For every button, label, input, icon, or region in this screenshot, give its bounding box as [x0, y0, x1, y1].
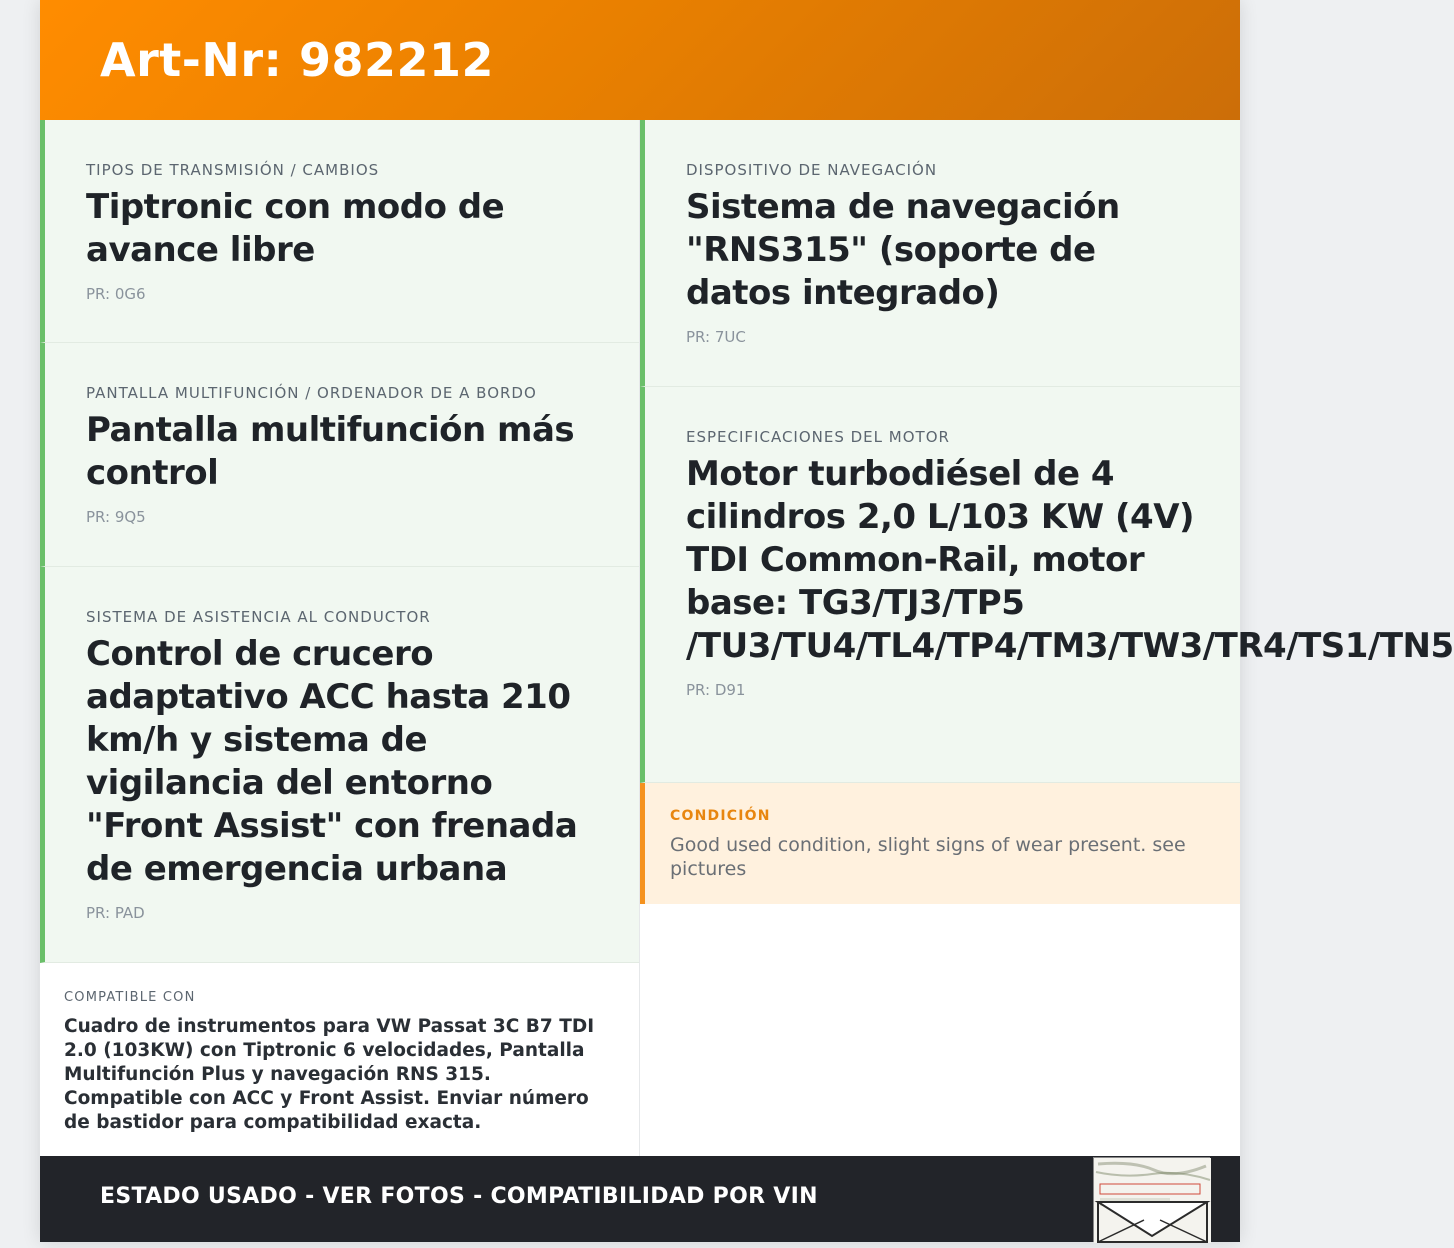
product-sheet — [40, 0, 1454, 1242]
spec-value: Tiptronic con modo de avance libre — [86, 187, 505, 270]
spec-label: DISPOSITIVO DE NAVEGACIÓN — [686, 161, 938, 179]
spec-label: PANTALLA MULTIFUNCIÓN / ORDENADOR DE A BORDO — [86, 384, 537, 402]
spec-card-navigation — [640, 120, 1240, 387]
footer-text: ESTADO USADO - VER FOTOS - COMPATIBILIDAD POR VIN — [100, 1184, 818, 1209]
condition-text: Good used condition, slight signs of wear present. see pictures — [670, 834, 1186, 880]
pr-code: PR: 0G6 — [86, 285, 146, 303]
left-column — [40, 120, 640, 1156]
spec-card-driver-assistance — [40, 567, 639, 963]
condition-label: CONDICIÓN — [670, 808, 771, 824]
spec-value: Sistema de navegación "RNS315" (soporte de datos integrado) — [686, 187, 1120, 313]
spec-value: Motor turbodiésel de 4 cilindros 2,0 L/103 KW (4V) TDI Common-Rail, motor base: TG3/TJ3/TP5 /TU3/TU4/TL4/TP4/TM3/TW3/TR4/TS1/TN5 — [686, 454, 1454, 666]
pr-code: PR: PAD — [86, 904, 145, 922]
compatibility-label: COMPATIBLE CON — [64, 990, 196, 1005]
pr-code: PR: D91 — [686, 681, 746, 699]
envelope-icon — [1094, 1158, 1211, 1243]
condition-box — [640, 783, 1240, 904]
article-number-title: Art-Nr: 982212 — [100, 33, 495, 87]
spec-label: SISTEMA DE ASISTENCIA AL CONDUCTOR — [86, 608, 431, 626]
pr-code: PR: 9Q5 — [86, 508, 146, 526]
spec-card-transmission — [40, 120, 639, 343]
spec-value: Control de crucero adaptativo ACC hasta 210 km/h y sistema de vigilancia del entorno "Front Assist" con frenada de emergencia urbana — [86, 634, 578, 889]
spec-value: Pantalla multifunción más control — [86, 410, 575, 493]
header-banner — [40, 0, 1240, 120]
pr-code: PR: 7UC — [686, 328, 746, 346]
envelope-thumbnail-image[interactable] — [1093, 1157, 1210, 1242]
spec-columns — [40, 120, 1454, 1156]
footer-bar — [40, 1156, 1240, 1242]
right-column — [640, 120, 1454, 1156]
spec-card-multifunction-display — [40, 343, 639, 567]
spec-label: TIPOS DE TRANSMISIÓN / CAMBIOS — [86, 161, 380, 179]
compatibility-text: Cuadro de instrumentos para VW Passat 3C B7 TDI 2.0 (103KW) con Tiptronic 6 velocidades, Pantalla Multifunción Plus y navegación RNS 315. Compatible con ACC y Front Assist. Enviar número de bastidor para compatibilidad exacta. — [64, 1016, 595, 1133]
spec-label: ESPECIFICACIONES DEL MOTOR — [686, 428, 950, 446]
compatibility-section — [40, 963, 639, 1156]
spec-card-engine — [640, 387, 1454, 783]
